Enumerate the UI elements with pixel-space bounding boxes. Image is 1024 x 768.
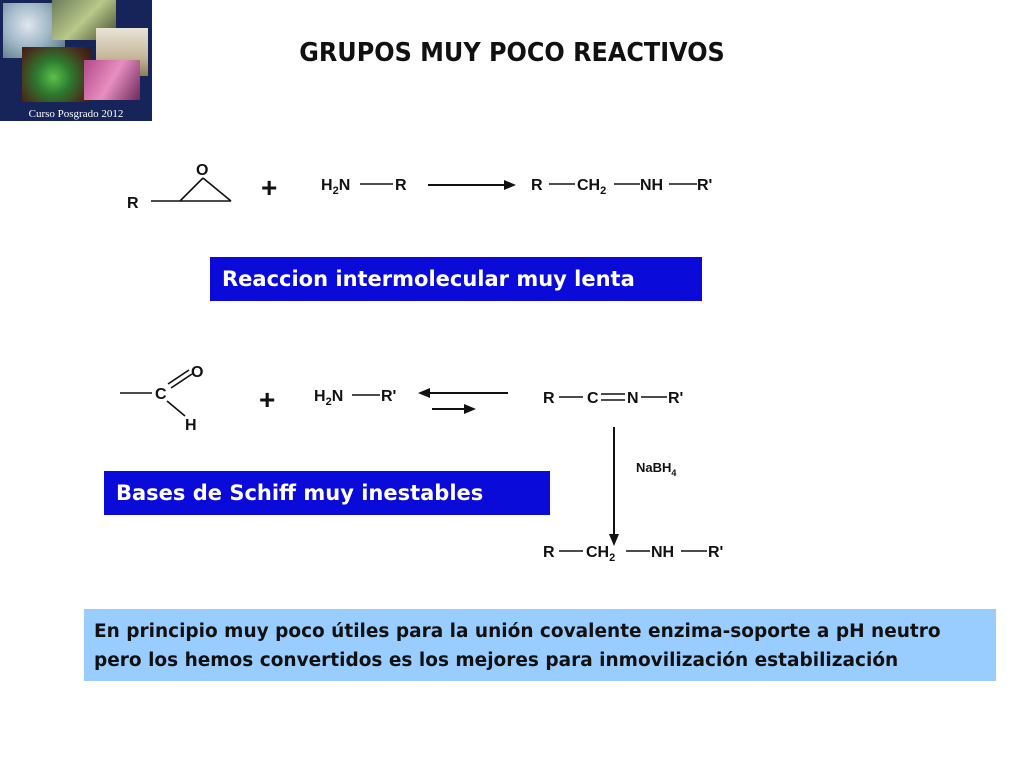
amine1-h: H — [321, 177, 333, 194]
intermolecular-reaction-text: Reaccion intermolecular muy lenta — [222, 267, 635, 291]
epoxide-r-label: R — [127, 195, 139, 212]
svg-text:CH2 — [586, 544, 615, 564]
amine1-sub: 2 — [332, 185, 339, 197]
imine-c: C — [587, 390, 599, 407]
amine2-h: H — [314, 388, 326, 405]
svg-text:H2N — [321, 177, 350, 197]
conclusion-line-2: pero los hemos convertidos es los mejores para inmovilización estabilización — [94, 650, 899, 671]
epoxide-co-bond-right — [203, 178, 231, 201]
imine-r2: R' — [668, 390, 684, 407]
amine2-sub: 2 — [325, 396, 332, 408]
epoxide-co-bond-left — [180, 178, 203, 201]
epoxide-oxygen-label: O — [196, 162, 209, 179]
product1-nh: NH — [640, 177, 664, 194]
svg-text:NaBH4 — [636, 460, 676, 478]
reagent-base: NaBH — [636, 460, 672, 475]
aldehyde-c-label: C — [155, 386, 167, 403]
product1-sub: 2 — [600, 185, 607, 197]
product2-ch: CH — [586, 544, 610, 561]
conclusion-line-1: En principio muy poco útiles para la unión covalente enzima-soporte a pH neutro — [94, 621, 941, 642]
arrow-head-reduction — [609, 534, 619, 546]
slide-title: GRUPOS MUY POCO REACTIVOS — [299, 38, 725, 68]
schiff-bases-text: Bases de Schiff muy inestables — [116, 481, 484, 505]
amine2-n: N — [331, 388, 344, 405]
logo-caption: Curso Posgrado 2012 — [28, 108, 124, 120]
product1-r: R — [531, 177, 543, 194]
product2-r2: R' — [708, 544, 724, 561]
product1-ch: CH — [577, 177, 601, 194]
intermolecular-reaction-box — [210, 257, 702, 301]
amine1-n: N — [338, 177, 351, 194]
aldehyde-o-label: O — [191, 364, 204, 381]
svg-text:H2N — [314, 388, 343, 408]
product2-r: R — [543, 544, 555, 561]
amine2-r: R' — [381, 388, 397, 405]
arrow-head-1 — [504, 180, 516, 190]
svg-text:CH2 — [577, 177, 606, 197]
imine-r: R — [543, 390, 555, 407]
plus-sign-1: + — [261, 172, 278, 203]
arrow-head-forward — [464, 404, 476, 414]
amine1-r: R — [395, 177, 407, 194]
schiff-bases-box — [104, 471, 550, 515]
aldehyde-co-bond-a — [168, 370, 189, 384]
aldehyde-h-label: H — [185, 417, 197, 434]
product1-r2: R' — [697, 177, 713, 194]
conclusion-note — [84, 609, 996, 681]
plus-sign-2: + — [259, 384, 276, 415]
aldehyde-co-bond-b — [171, 374, 192, 388]
imine-n: N — [627, 390, 639, 407]
product2-nh: NH — [651, 544, 675, 561]
aldehyde-ch-bond — [167, 401, 185, 416]
arrow-head-back — [418, 388, 430, 398]
product2-sub: 2 — [609, 552, 616, 564]
reagent-sub: 4 — [671, 468, 677, 478]
